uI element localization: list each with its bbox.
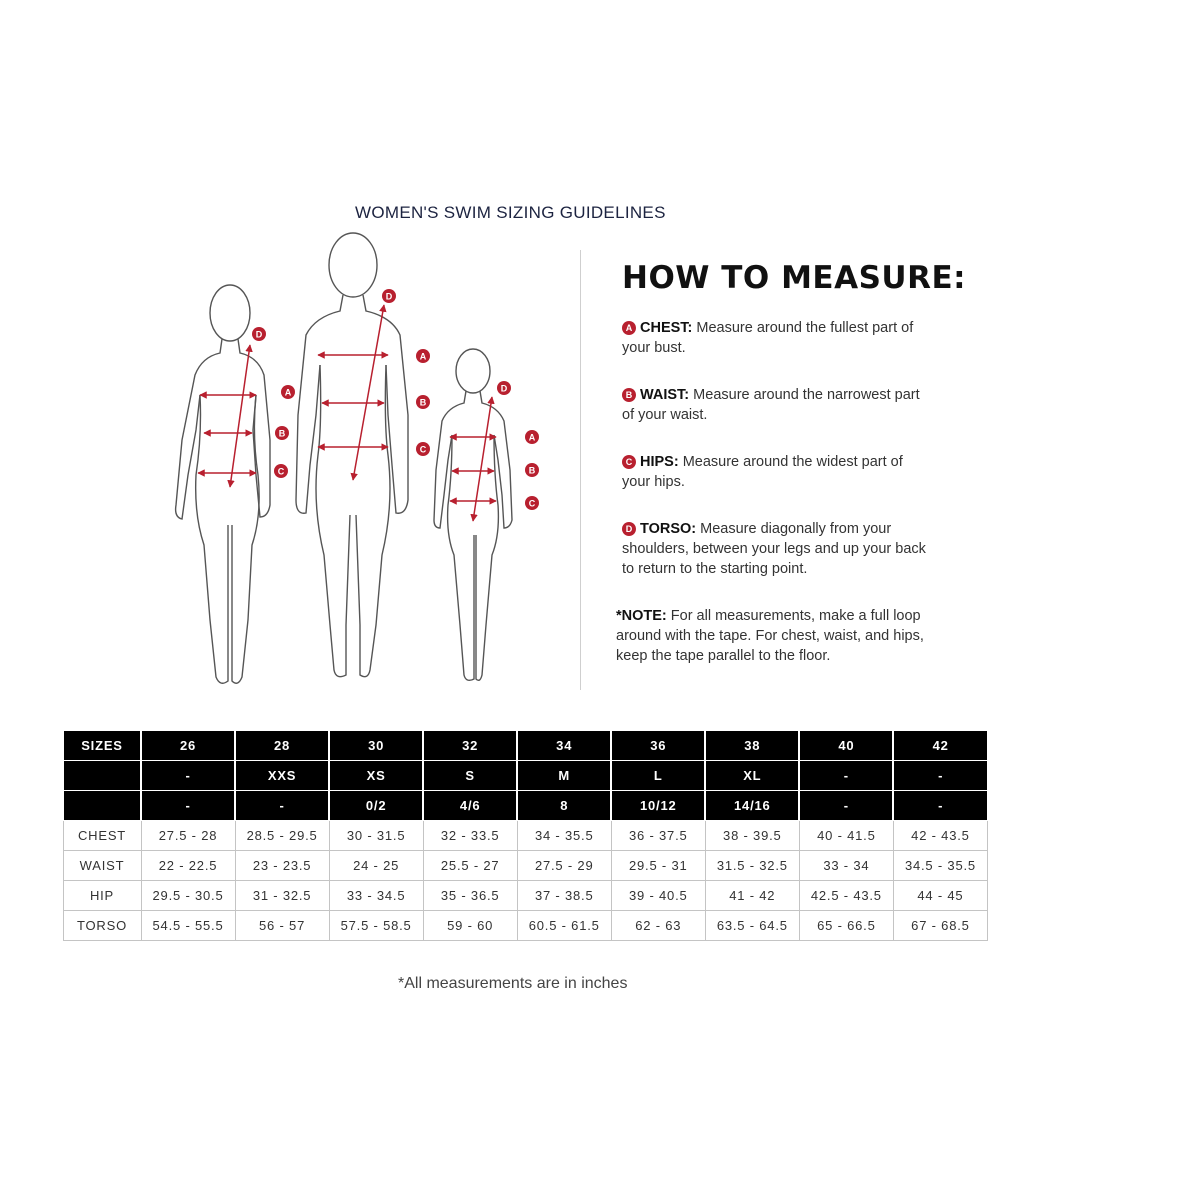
table-row [63,821,988,851]
badge-a-icon [525,430,539,444]
table-cell: XS [329,761,423,791]
table-row [63,791,988,821]
badge-c-icon [416,442,430,456]
waist-instruction [622,385,932,425]
row-header [63,791,141,821]
svg-text:A: A [419,351,427,362]
badge-b-icon [525,463,539,477]
table-cell: - [893,791,987,821]
table-cell: 0/2 [329,791,423,821]
table-cell: 42 - 43.5 [893,821,987,851]
table-cell: 35 - 36.5 [423,881,517,911]
table-cell: - [799,791,893,821]
instruction-key: WAIST: [640,387,690,403]
table-cell: - [235,791,329,821]
page-title: WOMEN'S SWIM SIZING GUIDELINES [355,203,666,222]
badge-b-icon: B [622,388,636,402]
table-cell: 36 [611,731,705,761]
hips-instruction [622,452,932,492]
table-cell: 27.5 - 29 [517,851,611,881]
note-text: For all measurements, make a full loop around with the tape. For chest, waist, and hips, keep the tape parallel to the floor. [616,608,924,664]
instruction-text: Measure around the widest part of your hips. [622,454,903,490]
instruction-text: Measure around the narrowest part of your waist. [622,387,920,423]
table-cell: 63.5 - 64.5 [705,911,799,941]
table-cell: 29.5 - 31 [611,851,705,881]
table-cell: 14/16 [705,791,799,821]
table-cell: 24 - 25 [329,851,423,881]
table-cell: 33 - 34 [799,851,893,881]
svg-text:C: C [528,498,536,509]
torso-instruction [622,519,932,579]
table-cell: 36 - 37.5 [611,821,705,851]
body-measurement-figures [140,225,560,690]
table-cell: 28 [235,731,329,761]
table-cell: 28.5 - 29.5 [235,821,329,851]
table-cell: 32 - 33.5 [423,821,517,851]
table-cell: 27.5 - 28 [141,821,235,851]
table-cell: 10/12 [611,791,705,821]
badge-d-icon [252,327,266,341]
table-cell: 23 - 23.5 [235,851,329,881]
badge-b-icon [416,395,430,409]
table-cell: 8 [517,791,611,821]
svg-text:A: A [528,432,536,443]
badge-c-icon [274,464,288,478]
instruction-key: TORSO: [640,521,697,537]
table-cell: 57.5 - 58.5 [329,911,423,941]
table-cell: 40 [799,731,893,761]
vertical-divider [580,250,581,690]
table-cell: - [799,761,893,791]
badge-a-icon [281,385,295,399]
table-cell: 31 - 32.5 [235,881,329,911]
woman-figure [176,285,270,683]
note [616,606,936,666]
svg-text:B: B [528,465,536,476]
row-header: CHEST [63,821,141,851]
table-cell: 26 [141,731,235,761]
table-cell: 67 - 68.5 [893,911,987,941]
badge-d-icon: D [622,522,636,536]
table-cell: M [517,761,611,791]
table-cell: 42 [893,731,987,761]
table-cell: S [423,761,517,791]
table-row [63,911,988,941]
table-cell: 4/6 [423,791,517,821]
svg-text:D: D [255,329,263,340]
table-cell: 59 - 60 [423,911,517,941]
chest-instruction [622,318,932,358]
table-cell: 34 - 35.5 [517,821,611,851]
svg-text:D: D [500,383,508,394]
table-row [63,881,988,911]
badge-d-icon [382,289,396,303]
table-cell: 62 - 63 [611,911,705,941]
table-cell: 40 - 41.5 [799,821,893,851]
row-header: HIP [63,881,141,911]
row-header: WAIST [63,851,141,881]
row-header: SIZES [63,731,141,761]
table-cell: 41 - 42 [705,881,799,911]
table-cell: 30 [329,731,423,761]
badge-a-icon: A [622,321,636,335]
table-cell: XL [705,761,799,791]
table-cell: 42.5 - 43.5 [799,881,893,911]
badge-d-icon [497,381,511,395]
how-to-measure-panel [616,260,967,666]
table-cell: L [611,761,705,791]
svg-text:B: B [419,397,427,408]
table-cell: 37 - 38.5 [517,881,611,911]
table-cell: XXS [235,761,329,791]
table-cell: 30 - 31.5 [329,821,423,851]
svg-text:B: B [278,428,286,439]
table-cell: 32 [423,731,517,761]
table-cell: 25.5 - 27 [423,851,517,881]
row-header: TORSO [63,911,141,941]
badge-b-icon [275,426,289,440]
measurement-lines [198,305,496,521]
badge-c-icon [525,496,539,510]
badge-c-icon: C [622,455,636,469]
table-cell: 38 [705,731,799,761]
svg-text:C: C [277,466,285,477]
table-cell: 34.5 - 35.5 [893,851,987,881]
note-key: *NOTE: [616,608,667,624]
size-chart-table [62,730,988,941]
table-cell: 29.5 - 30.5 [141,881,235,911]
table-cell: 56 - 57 [235,911,329,941]
table-row [63,731,988,761]
footnote: *All measurements are in inches [398,975,628,992]
instruction-key: HIPS: [640,454,679,470]
instruction-text: Measure diagonally from your shoulders, between your legs and up your back to return to the starting point. [622,521,926,577]
table-cell: - [893,761,987,791]
table-cell: 31.5 - 32.5 [705,851,799,881]
svg-text:C: C [419,444,427,455]
row-header [63,761,141,791]
how-to-heading: HOW TO MEASURE: [622,260,967,296]
table-cell: 44 - 45 [893,881,987,911]
instruction-text: Measure around the fullest part of your bust. [622,320,914,356]
svg-text:A: A [284,387,292,398]
table-cell: 65 - 66.5 [799,911,893,941]
badge-a-icon [416,349,430,363]
table-cell: 34 [517,731,611,761]
table-cell: - [141,761,235,791]
table-cell: 39 - 40.5 [611,881,705,911]
instruction-key: CHEST: [640,320,693,336]
table-cell: 22 - 22.5 [141,851,235,881]
svg-text:D: D [385,291,393,302]
table-cell: 54.5 - 55.5 [141,911,235,941]
table-cell: 33 - 34.5 [329,881,423,911]
table-cell: - [141,791,235,821]
table-cell: 38 - 39.5 [705,821,799,851]
table-row [63,761,988,791]
table-cell: 60.5 - 61.5 [517,911,611,941]
table-row [63,851,988,881]
child-figure [434,349,512,680]
